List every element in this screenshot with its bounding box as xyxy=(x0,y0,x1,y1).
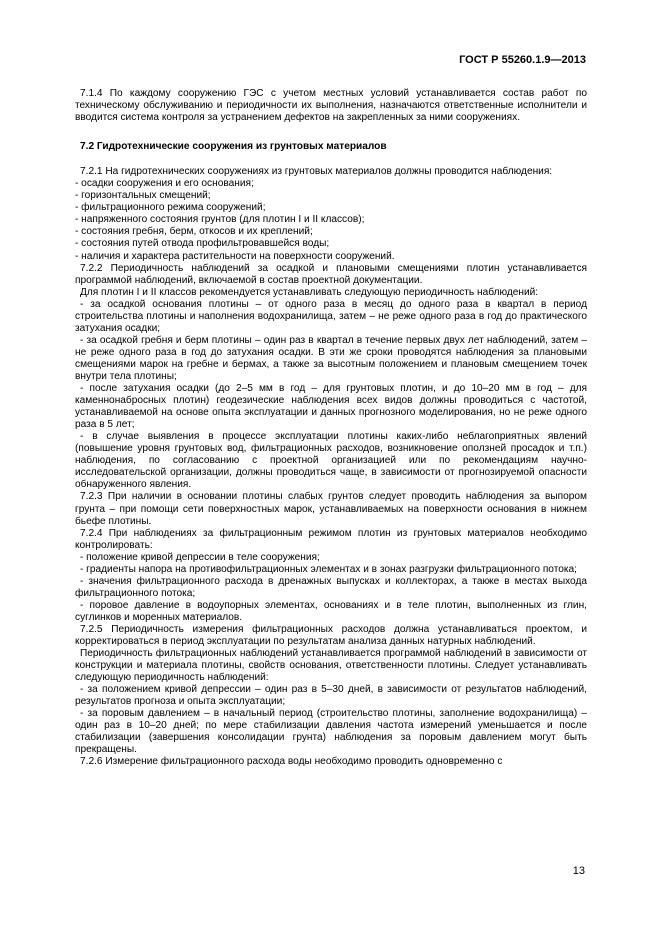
list-item: - горизонтальных смещений; xyxy=(75,190,211,202)
list-item: - состояния путей отвода профильтровавшейся воды; xyxy=(75,238,330,250)
paragraph-7-2-2-d: - за осадкой гребня и берм плотины – один раз в квартал в течение первых двух лет наблюдений, затем – не реже одного раза в год до затухания осадки. В эти же сроки проводятся наблюдения за плановыми смещениями марок на гребне и бермах, а также за высотным положением и плановым смещением точек внутри тела плотины; xyxy=(75,334,587,382)
paragraph-7-2-5-b: Периодичность фильтрационных наблюдений устанавливается программой наблюдений в зависимости от конструкции и материала плотины, свойств основания, ответственности плотины. Следует устанавливать следующую периодичность наблюдений: xyxy=(75,648,587,684)
paragraph-7-1-4: 7.1.4 По каждому сооружению ГЭС с учетом местных условий устанавливается состав работ по техническому обслуживанию и периодичности их выполнения, назначаются ответственные исполнители и вводится система контроля за устранением дефектов на закрепленных за ними сооружениях. xyxy=(75,88,587,124)
list-item: - напряженного состояния грунтов (для плотин I и II классов); xyxy=(75,214,365,226)
list-item: - фильтрационного режима сооружений; xyxy=(75,202,266,214)
page-number: 13 xyxy=(572,865,585,877)
paragraph-7-2-2-f: - в случае выявления в процессе эксплуатации плотины каких-либо неблагоприятных явлений (повышение уровня грунтовых вод, фильтрационных расходов, возникновение оползней просадок и т.п.) наблюдения, по согласованию с проектной организацией или по рекомендациям научно-исследовательской организации, должны проводиться чаще, в зависимости от прогнозируемой опасности обнаруженного явления. xyxy=(75,431,587,491)
list-item: - состояния гребня, берм, откосов и их креплений; xyxy=(75,226,313,238)
paragraph-7-2-3: 7.2.3 При наличии в основании плотины слабых грунтов следует проводить наблюдения за выпором грунта – при помощи сети поверхностных марок, устанавливаемых на поверхности основания в нижнем бьефе плотины. xyxy=(75,491,587,527)
paragraph-7-2-2-c: - за осадкой основания плотины – от одного раза в месяц до одного раза в квартал в период строительства плотины и наполнения водохранилища, затем – не реже одного раза в год до практического затухания осадки; xyxy=(75,298,587,334)
list-7-2-4 xyxy=(75,552,587,624)
paragraph-7-2-1: 7.2.1 На гидротехнических сооружениях из грунтовых материалов должны проводится наблюдения: xyxy=(80,166,553,178)
paragraph-7-2-4: 7.2.4 При наблюдениях за фильтрационным режимом плотин из грунтовых материалов необходимо контролировать: xyxy=(75,527,587,551)
paragraph-7-2-2-b: Для плотин I и II классов рекомендуется устанавливать следующую периодичность наблюдений: xyxy=(80,286,539,298)
paragraph-7-2-5-c: - за положением кривой депрессии – один раз в 5–30 дней, в зависимости от результатов наблюдений, результатов прогноза и опыта эксплуатации; xyxy=(75,684,587,708)
paragraph-7-2-2: 7.2.2 Периодичность наблюдений за осадкой и плановыми смещениями плотин устанавливается программой наблюдений, включаемой в состав проектной документации. xyxy=(75,262,587,286)
paragraph-7-2-2-e: - после затухания осадки (до 2–5 мм в год – для грунтовых плотин, и до 10–20 мм в год – для каменнонабросных плотин) геодезические наблюдения всех видов должны проводиться с частотой, устанавливаемой на основе опыта эксплуатации и данных прогнозного моделирования, но не реже одного раза в 5 лет; xyxy=(75,383,587,431)
document-header: ГОСТ Р 55260.1.9—2013 xyxy=(459,54,586,66)
list-item: - поровое давление в водоупорных элементах, основаниях и в теле плотин, выполненных из глин, суглинков и моренных материалов. xyxy=(75,599,587,623)
list-item: - значения фильтрационного расхода в дренажных выпусках и коллекторах, а также в местах выхода фильтрационного потока; xyxy=(75,575,587,599)
list-item: - осадки сооружения и его основания; xyxy=(75,178,254,190)
list-item: - наличия и характера растительности на поверхности сооружений. xyxy=(75,250,395,262)
list-item: - градиенты напора на противофильтрационных элементах и в зонах разгрузки фильтрационного потока; xyxy=(80,563,577,575)
page-content xyxy=(75,88,587,769)
section-heading-7-2: 7.2 Гидротехнические сооружения из грунтовых материалов xyxy=(80,141,387,153)
paragraph-7-2-5-d: - за поровым давлением – в начальный период (строительство плотины, заполнение водохранилища) – один раз в 10–20 дней; по мере стабилизации давления частота измерений уменьшается и после стабилизации (завершения консолидации грунта) наблюдения за поровым давлением могут быть прекращены. xyxy=(75,708,587,756)
list-7-2-1 xyxy=(75,178,587,262)
list-item: - положение кривой депрессии в теле сооружения; xyxy=(80,551,320,563)
paragraph-7-2-5: 7.2.5 Периодичность измерения фильтрационных расходов должна устанавливаться проектом, и корректироваться в период эксплуатации по результатам анализа данных натурных наблюдений. xyxy=(75,623,587,648)
paragraph-7-2-6: 7.2.6 Измерение фильтрационного расхода воды необходимо проводить одновременно с xyxy=(80,756,503,768)
